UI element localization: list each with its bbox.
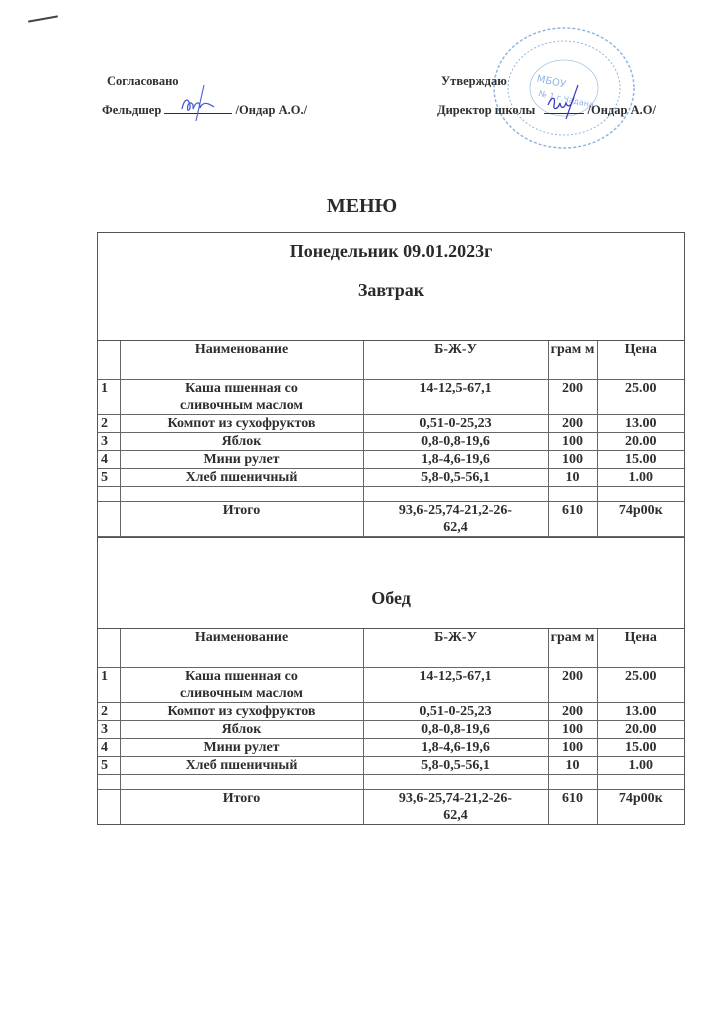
row-number: 5	[98, 469, 120, 487]
row-price: 20.00	[597, 721, 684, 739]
svg-text:МБОУ: МБОУ	[535, 73, 567, 91]
table-header-row	[98, 341, 684, 380]
row-bju: 0,51-0-25,23	[363, 415, 548, 433]
scan-mark	[28, 15, 58, 22]
approval-left-label: Согласовано	[107, 74, 179, 88]
signature-line	[544, 101, 584, 114]
col-number	[98, 629, 120, 668]
total-gram: 610	[548, 790, 597, 825]
table-row	[98, 721, 684, 739]
approval-right-role: Директор школы	[437, 103, 536, 117]
approval-right-label: Утверждаю	[441, 74, 507, 88]
col-gram: грам м	[548, 341, 597, 380]
lunch-header	[98, 537, 684, 629]
row-name: Компот из сухофруктов	[120, 415, 363, 433]
row-name: Яблок	[120, 433, 363, 451]
row-price: 15.00	[597, 451, 684, 469]
svg-text:№ 1 г.Чадана: № 1 г.Чадана	[537, 89, 595, 110]
row-gram: 10	[548, 757, 597, 775]
row-gram: 10	[548, 469, 597, 487]
table-row	[98, 668, 684, 703]
row-bju: 14-12,5-67,1	[363, 668, 548, 703]
row-name: Яблок	[120, 721, 363, 739]
row-number	[98, 502, 120, 537]
menu-table	[97, 232, 685, 825]
row-price: 13.00	[597, 703, 684, 721]
row-price: 20.00	[597, 433, 684, 451]
row-gram: 100	[548, 739, 597, 757]
row-number: 1	[98, 668, 120, 703]
col-price: Цена	[597, 629, 684, 668]
row-number: 4	[98, 451, 120, 469]
approval-left-role: Фельдшер	[102, 103, 162, 117]
row-name: Компот из сухофруктов	[120, 703, 363, 721]
row-number: 3	[98, 721, 120, 739]
row-name: Каша пшенная со сливочным маслом	[120, 668, 363, 703]
row-number: 2	[98, 703, 120, 721]
row-gram: 200	[548, 668, 597, 703]
row-price: 15.00	[597, 739, 684, 757]
row-bju: 14-12,5-67,1	[363, 380, 548, 415]
total-bju: 93,6-25,74-21,2-26-62,4	[363, 502, 548, 537]
total-bju: 93,6-25,74-21,2-26-62,4	[363, 790, 548, 825]
col-gram: грам м	[548, 629, 597, 668]
row-price: 1.00	[597, 757, 684, 775]
meal-title-breakfast: Завтрак	[357, 280, 425, 300]
table-header-row	[98, 629, 684, 668]
col-number	[98, 341, 120, 380]
total-row	[98, 502, 684, 537]
col-name: Наименование	[120, 341, 363, 380]
lunch-table	[98, 629, 684, 824]
signature-line	[164, 101, 232, 114]
row-name: Мини рулет	[120, 451, 363, 469]
table-row	[98, 703, 684, 721]
table-row	[98, 380, 684, 415]
row-gram: 100	[548, 721, 597, 739]
row-gram: 100	[548, 433, 597, 451]
row-name: Мини рулет	[120, 739, 363, 757]
signature-icon	[176, 83, 220, 123]
empty-row	[98, 487, 684, 502]
row-bju: 0,8-0,8-19,6	[363, 721, 548, 739]
row-name: Хлеб пшеничный	[120, 469, 363, 487]
total-price: 74р00к	[597, 502, 684, 537]
row-gram: 200	[548, 380, 597, 415]
table-row	[98, 433, 684, 451]
total-row	[98, 790, 684, 825]
total-label: Итого	[120, 502, 363, 537]
approval-left-name: /Ондар А.О./	[235, 103, 308, 117]
row-bju: 5,8-0,5-56,1	[363, 469, 548, 487]
row-price: 13.00	[597, 415, 684, 433]
meal-title-lunch: Обед	[371, 588, 411, 608]
row-number: 5	[98, 757, 120, 775]
page-title: МЕНЮ	[326, 195, 398, 217]
row-price: 25.00	[597, 380, 684, 415]
row-bju: 0,51-0-25,23	[363, 703, 548, 721]
col-name: Наименование	[120, 629, 363, 668]
approval-right-name: /Ондар А.О/	[587, 103, 656, 117]
table-row	[98, 739, 684, 757]
table-row	[98, 415, 684, 433]
row-number: 3	[98, 433, 120, 451]
row-name: Хлеб пшеничный	[120, 757, 363, 775]
total-gram: 610	[548, 502, 597, 537]
breakfast-header	[98, 233, 684, 341]
row-bju: 0,8-0,8-19,6	[363, 433, 548, 451]
row-gram: 200	[548, 415, 597, 433]
day-date: Понедельник 09.01.2023г	[289, 241, 493, 261]
total-price: 74р00к	[597, 790, 684, 825]
total-label: Итого	[120, 790, 363, 825]
table-row	[98, 469, 684, 487]
row-number	[98, 790, 120, 825]
table-row	[98, 451, 684, 469]
row-bju: 5,8-0,5-56,1	[363, 757, 548, 775]
row-bju: 1,8-4,6-19,6	[363, 739, 548, 757]
row-price: 1.00	[597, 469, 684, 487]
row-number: 4	[98, 739, 120, 757]
row-price: 25.00	[597, 668, 684, 703]
col-price: Цена	[597, 341, 684, 380]
approval-left-signature-line	[102, 101, 307, 118]
row-gram: 100	[548, 451, 597, 469]
breakfast-table	[98, 341, 684, 537]
empty-row	[98, 775, 684, 790]
col-bju: Б-Ж-У	[363, 629, 548, 668]
row-bju: 1,8-4,6-19,6	[363, 451, 548, 469]
row-number: 2	[98, 415, 120, 433]
row-gram: 200	[548, 703, 597, 721]
row-number: 1	[98, 380, 120, 415]
signature-icon	[544, 83, 584, 123]
table-row	[98, 757, 684, 775]
row-name: Каша пшенная со сливочным маслом	[120, 380, 363, 415]
approval-right-signature-line	[437, 101, 656, 118]
col-bju: Б-Ж-У	[363, 341, 548, 380]
